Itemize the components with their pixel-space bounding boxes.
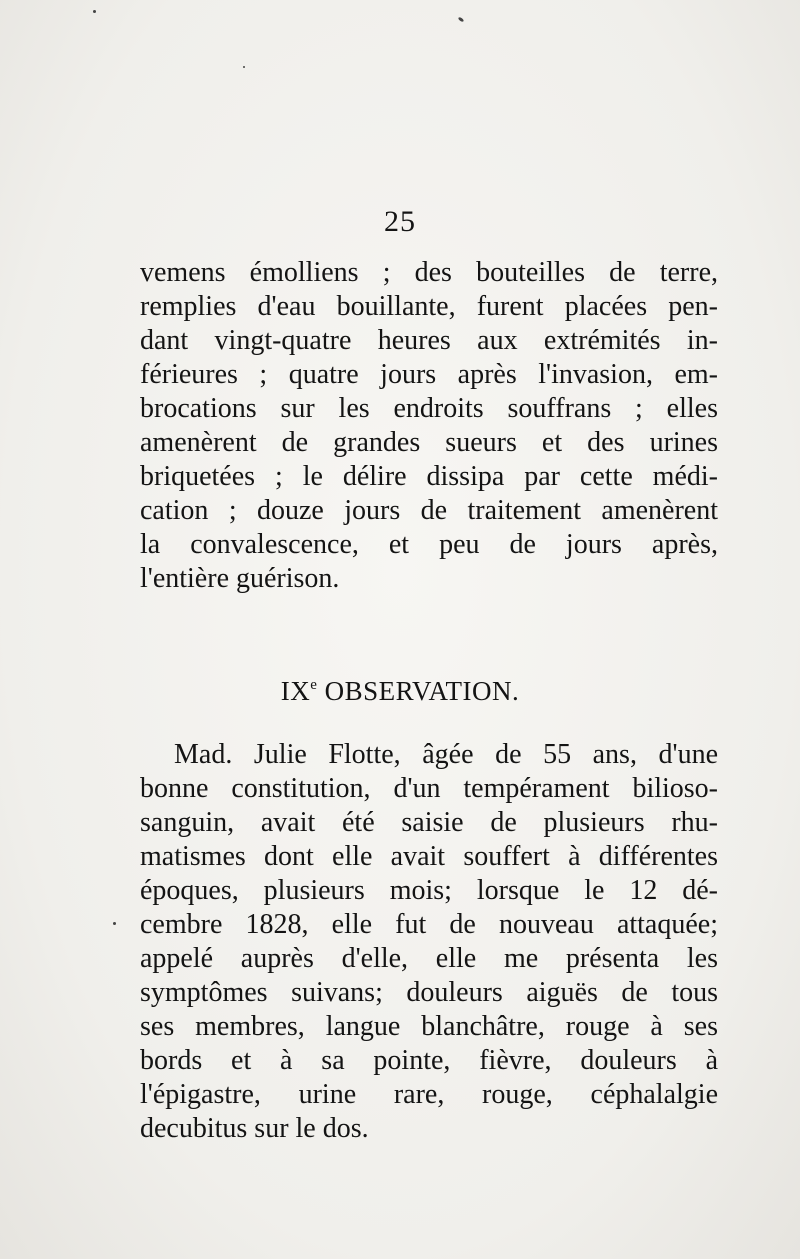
text-line: matismes dont elle avait souffert à différentes [140,841,718,872]
text-line: bords et à sa pointe, fièvre, douleurs à [140,1045,718,1076]
text-line: vemens émolliens ; des bouteilles de terre, [140,257,718,288]
heading-title: OBSERVATION. [324,676,520,706]
observation-paragraph [140,738,718,1146]
text-line: cembre 1828, elle fut de nouveau attaquée; [140,909,718,940]
ink-speck [243,66,245,68]
text-line: dant vingt-quatre heures aux extrémités in- [140,325,718,356]
text-line: l'épigastre, urine rare, rouge, céphalalgie [140,1079,718,1110]
text-line: amenèrent de grandes sueurs et des urines [140,427,718,458]
text-line: appelé auprès d'elle, elle me présenta les [140,943,718,974]
text-line: férieures ; quatre jours après l'invasion, em- [140,359,718,390]
text-line: remplies d'eau bouillante, furent placées pen- [140,291,718,322]
ink-speck [93,10,96,13]
text-line: decubitus sur le dos. [140,1113,369,1144]
text-line: l'entière guérison. [140,563,340,594]
text-line: Mad. Julie Flotte, âgée de 55 ans, d'une [174,739,718,770]
text-line: symptômes suivans; douleurs aiguës de tous [140,977,718,1008]
heading-superscript: e [310,677,318,693]
text-line: sanguin, avait été saisie de plusieurs rhu- [140,807,718,838]
text-line: brocations sur les endroits souffrans ; elles [140,393,718,424]
heading-numeral: IX [280,676,311,706]
text-line: la convalescence, et peu de jours après, [140,529,718,560]
text-line: bonne constitution, d'un tempérament bilioso- [140,773,718,804]
paragraph-continued [140,256,718,596]
text-line: cation ; douze jours de traitement amenèrent [140,495,718,526]
text-line: époques, plusieurs mois; lorsque le 12 dé- [140,875,718,906]
section-heading [0,676,800,707]
ink-speck [113,922,116,925]
text-line: ses membres, langue blanchâtre, rouge à ses [140,1011,718,1042]
text-line: briquetées ; le délire dissipa par cette médi- [140,461,718,492]
page-number: 25 [384,205,416,238]
ink-speck [458,17,465,23]
